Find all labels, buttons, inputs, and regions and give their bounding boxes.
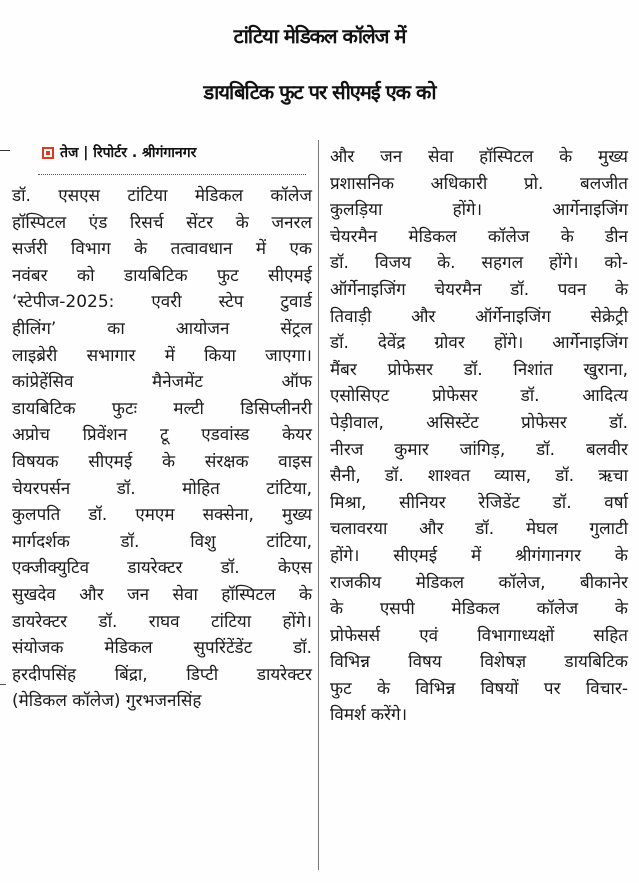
article-line: नवंबर को डायबिटिक फुट सीएमई [12,265,312,286]
headline-line-1: टांटिया मेडिकल कॉलेज में [233,24,406,48]
article-line: तिवाड़ी और ऑर्गेनाइजिंग सेक्रेट्री [330,306,628,327]
article-line: डॉ. देवेंद्र ग्रोवर होंगे। आर्गेनाइजिंग [330,333,628,354]
article-line: ऑर्गेनाइजिंग चेयरमैन डॉ. पवन के [330,279,628,300]
article-line: (मेडिकल कॉलेज) गुरभजनसिंह [12,691,202,712]
article-line: विभिन्न विषय विशेषज्ञ डायबिटिक [330,652,628,673]
article-line: चलावरया और डॉ. मेघल गुलाटी [330,519,628,540]
article-line: एक्जीक्युटिव डायरेक्टर डॉ. केएस [12,558,312,579]
article-line: सैनी, डॉ. शाश्वत व्यास, डॉ. ऋचा [330,466,628,487]
article-line: मार्गदर्शक डॉ. विशु टांटिया, [12,531,312,552]
article-line: कुलड़िया होंगे। आर्गेनाइजिंग [330,200,628,221]
article-line: होंगे। सीएमई में श्रीगंगानगर के [330,545,628,566]
article-line: पेड़ीवाल, असिस्टेंट प्रोफेसर डॉ. [330,412,628,433]
article-line: संयोजक मेडिकल सुपरिंटेंडेंट डॉ. [12,638,312,659]
article-line: डॉ. विजय के. सहगल होंगे। को- [330,253,628,274]
article-line: नीरज कुमार जांगिड़, डॉ. बलवीर [330,439,628,460]
article-line: अप्रोच प्रिवेंशन टू एडवांस्ड केयर [12,425,312,446]
article-line: मैंबर प्रोफेसर डॉ. निशांत खुराना, [330,359,628,380]
article-line: कुलपति डॉ. एमएम सक्सेना, मुख्य [12,505,312,526]
article-line: चेयरमैन मेडिकल कॉलेज के डीन [330,226,628,247]
article-line: फुट के विभिन्न विषयों पर विचार- [330,678,628,699]
byline-divider [38,174,306,175]
byline-text: तेज | रिपोर्टर . श्रीगंगानगर [60,145,197,161]
margin-tick [0,684,6,685]
article-line: सर्जरी विभाग के तत्वावधान में एक [12,239,312,260]
article-line: विषयक सीएमई के संरक्षक वाइस [12,451,312,472]
left-column [12,183,312,715]
article-line: एसोसिएट प्रोफेसर डॉ. आदित्य [330,386,628,407]
article-line: और जन सेवा हॉस्पिटल के मुख्य [330,147,628,167]
article-line: के एसपी मेडिकल कॉलेज के [330,599,628,620]
left-margin-rule [0,150,10,151]
article-line: डॉ. एसएस टांटिया मेडिकल कॉलेज [12,186,312,206]
byline [42,143,196,162]
article-line: राजकीय मेडिकल कॉलेज, बीकानेर [330,572,628,593]
article-line: हीलिंग’ का आयोजन सेंट्रल [12,318,312,339]
article-line: चेयरपर्सन डॉ. मोहित टांटिया, [12,478,312,499]
article-line: हरदीपसिंह बिंद्रा, डिप्टी डायरेक्टर [12,664,312,685]
article-line: डायबिटिक फुटः मल्टी डिसिप्लीनरी [12,398,312,419]
square-logo-icon [42,147,54,159]
cropped-next-line [318,876,638,883]
article-line: डायरेक्टर डॉ. राघव टांटिया होंगे। [12,611,312,632]
article-line: सुखदेव और जन सेवा हॉस्पिटल के [12,584,312,605]
article-line: कांप्रेहेंसिव मैनेजमेंट ऑफ [12,372,312,393]
headline [0,8,639,120]
headline-line-2: डायबिटिक फुट पर सीएमई एक को [203,80,436,104]
article-line: प्रोफेसर्स एवं विभागाध्यक्षों सहित [330,625,628,646]
right-column [330,144,628,729]
article-line: हॉस्पिटल एंड रिसर्च सेंटर के जनरल [12,212,312,233]
article-line: विमर्श करेंगे। [330,705,408,726]
article-line: लाइब्रेरी सभागार में किया जाएगा। [12,345,312,366]
column-divider [318,140,319,870]
article-line: मिश्रा, सीनियर रेजिडेंट डॉ. वर्षा [330,492,628,513]
article-line: प्रशासनिक अधिकारी प्रो. बलजीत [330,173,628,194]
article-line: ‘स्टेपीज-2025: एवरी स्टेप टुवार्ड [12,292,312,313]
